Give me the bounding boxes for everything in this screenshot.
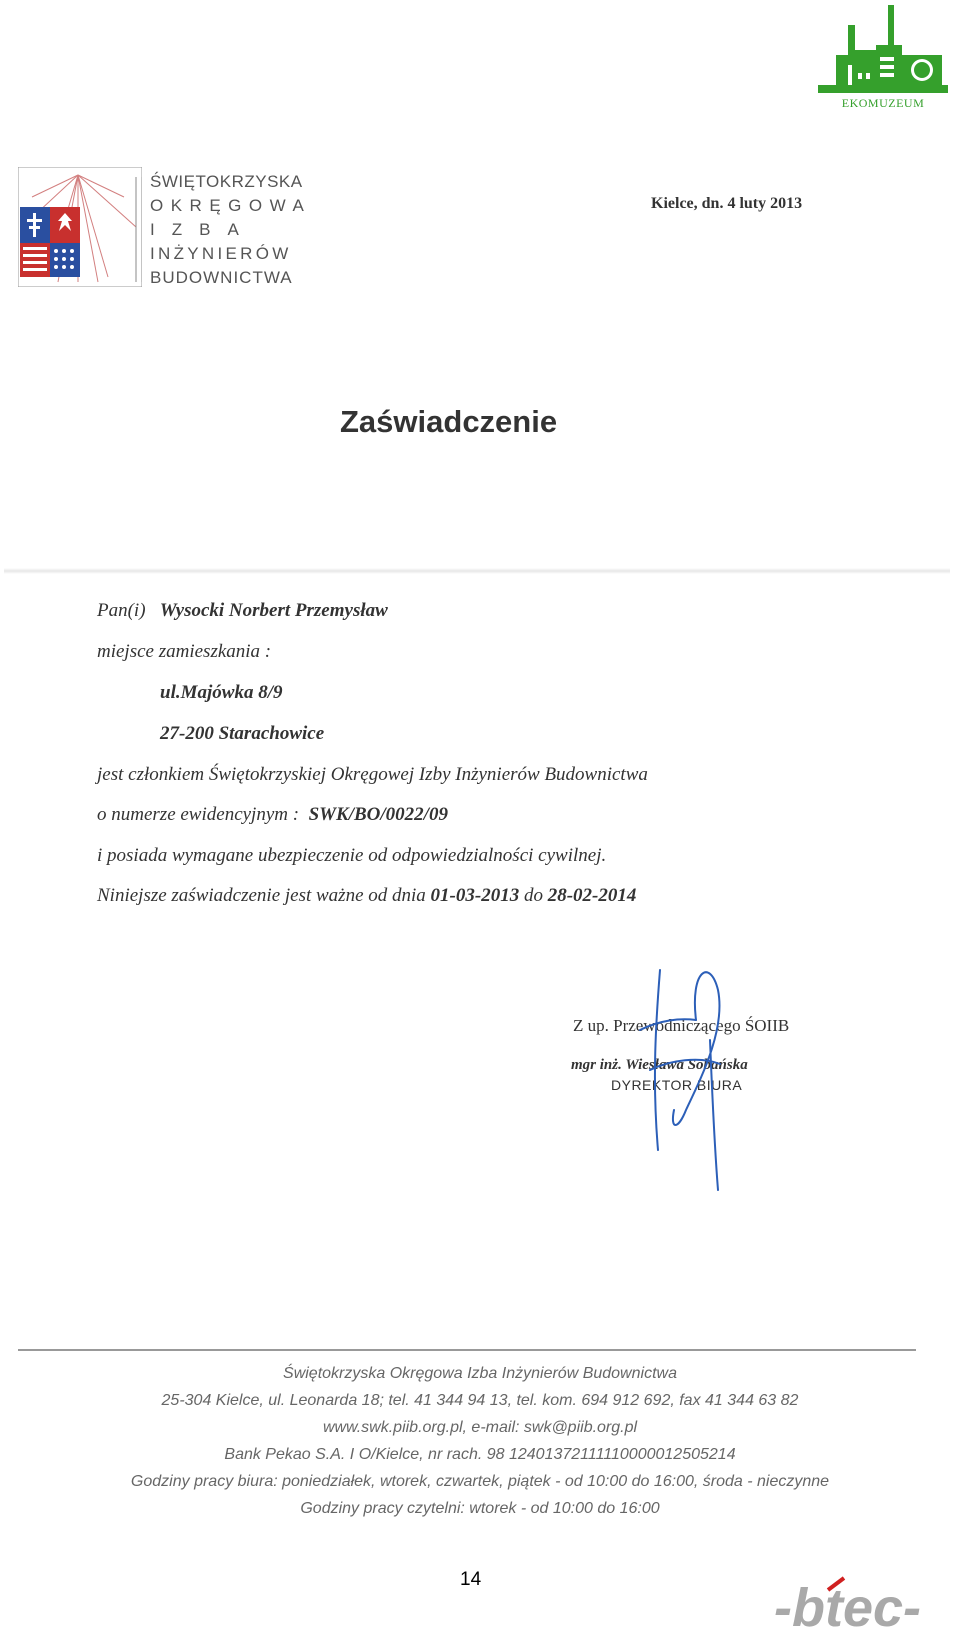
recipient-line <box>97 600 388 622</box>
btec-text: -btec- <box>774 1578 921 1636</box>
membership-statement: jest członkiem Świętokrzyskiej Okręgowej Izby Inżynierów Budownictwa <box>97 764 648 785</box>
chamber-name-line: INŻYNIERÓW <box>150 244 292 263</box>
ekomuzeum-logo <box>818 5 948 109</box>
street-address: ul.Majówka 8/9 <box>160 682 283 703</box>
chamber-crest-logo <box>18 167 142 287</box>
page-number: 14 <box>460 1569 482 1590</box>
footer-line: Godziny pracy czytelni: wtorek - od 10:00 do 16:00 <box>300 1500 660 1517</box>
footer-line: www.swk.piib.org.pl, e-mail: swk@piib.org.pl <box>322 1419 638 1436</box>
registration-label: o numerze ewidencyjnym : <box>97 804 300 825</box>
valid-from-date: 01-03-2013 <box>430 885 520 906</box>
signatory-name: mgr inż. Wiesława Sobańska <box>571 1057 748 1073</box>
city-address: 27-200 Starachowice <box>160 723 325 744</box>
validity-line <box>97 885 636 907</box>
registration-number: SWK/BO/0022/09 <box>308 804 448 825</box>
factory-icon <box>818 5 948 97</box>
btec-icon <box>770 1570 958 1636</box>
handwritten-signature <box>630 960 760 1205</box>
chamber-name-line: BUDOWNICTWA <box>150 268 293 287</box>
footer-line: 25-304 Kielce, ul. Leonarda 18; tel. 41 344 94 13, tel. kom. 694 912 692, fax 41 344 63 82 <box>161 1392 799 1409</box>
chamber-name-line: ŚWIĘTOKRZYSKA <box>150 172 303 191</box>
registration-line <box>97 804 448 826</box>
valid-to-date: 28-02-2014 <box>547 885 637 906</box>
paper-fold <box>4 568 950 574</box>
chamber-name-line: IZBA <box>150 220 256 239</box>
signature-icon <box>630 960 760 1205</box>
footer-line: Bank Pekao S.A. I O/Kielce, nr rach. 98 12401372111110000012505214 <box>224 1446 736 1463</box>
signature-authority: Z up. Przewodniczącego ŚOIIB <box>573 1016 790 1035</box>
footer-contact <box>0 1360 960 1522</box>
validity-mid: do <box>523 885 543 906</box>
recipient-name: Wysocki Norbert Przemysław <box>159 600 388 621</box>
chamber-name-line: OKRĘGOWA <box>150 196 312 215</box>
crest-icon <box>18 167 142 287</box>
footer-divider <box>18 1349 916 1351</box>
btec-logo <box>770 1570 958 1636</box>
footer-line: Świętokrzyska Okręgowa Izba Inżynierów Budownictwa <box>283 1365 677 1382</box>
recipient-label: Pan(i) <box>97 600 146 621</box>
chamber-name <box>150 170 311 290</box>
residence-label: miejsce zamieszkania : <box>97 641 272 662</box>
document-title: Zaświadczenie <box>340 404 558 439</box>
signatory-title: DYREKTOR BIURA <box>611 1077 743 1093</box>
document-date: Kielce, dn. 4 luty 2013 <box>651 195 803 212</box>
ekomuzeum-text: EKOMUZEUM <box>841 96 925 110</box>
footer-line: Godziny pracy biura: poniedziałek, wtorek, czwartek, piątek - od 10:00 do 16:00, środa - nieczynne <box>130 1473 830 1490</box>
validity-prefix: Niniejsze zaświadczenie jest ważne od dnia <box>97 885 426 906</box>
insurance-statement: i posiada wymagane ubezpieczenie od odpowiedzialności cywilnej. <box>97 845 607 866</box>
